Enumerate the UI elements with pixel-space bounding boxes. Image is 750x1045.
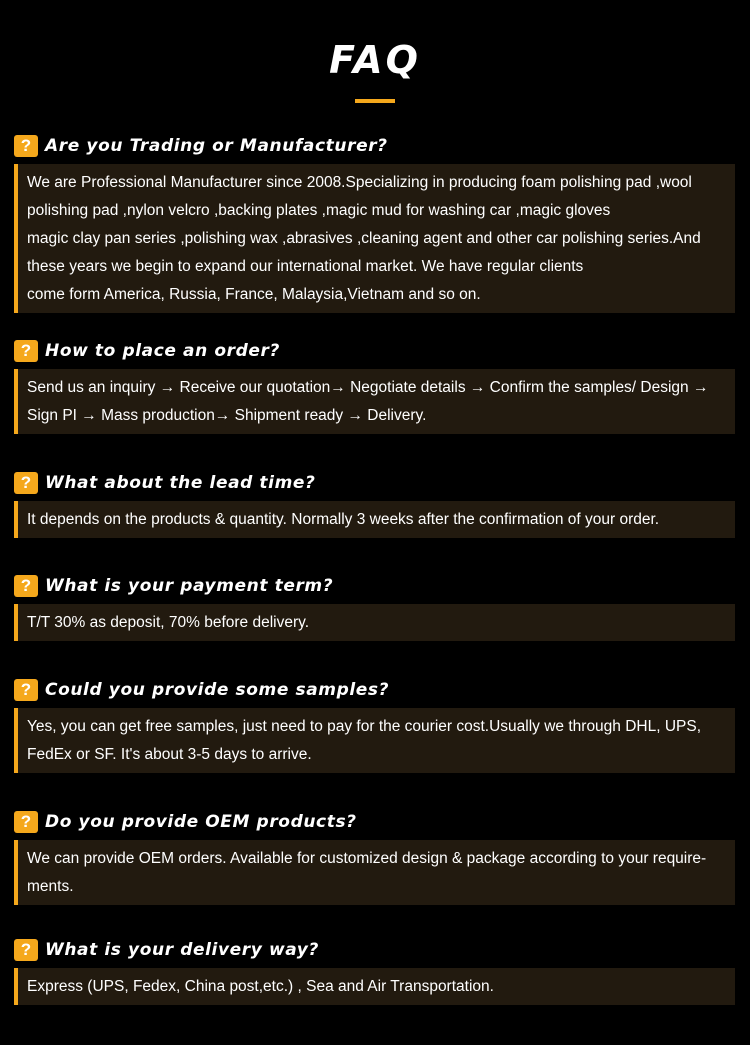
question-mark-icon: ? [14, 472, 38, 494]
faq-item-lead-time [14, 471, 735, 538]
faq-answer-line: ments. [27, 878, 74, 895]
faq-question-row [14, 471, 735, 495]
faq-question: How to place an order? [45, 341, 280, 361]
faq-answer-line: We can provide OEM orders. Available for customized design & package according to your require- [27, 850, 707, 867]
faq-item-trading-or-manufacturer [14, 134, 735, 313]
faq-question-row [14, 810, 735, 834]
question-mark-icon: ? [14, 939, 38, 961]
faq-answer [14, 968, 735, 1005]
faq-question-row [14, 938, 735, 962]
question-mark-icon: ? [14, 679, 38, 701]
faq-answer-line: FedEx or SF. It's about 3-5 days to arrive. [27, 746, 312, 763]
faq-answer [14, 604, 735, 641]
faq-item-delivery-way [14, 938, 735, 1005]
faq-answer-line: come form America, Russia, France, Malaysia,Vietnam and so on. [27, 286, 481, 303]
faq-question: Do you provide OEM products? [45, 812, 357, 832]
faq-answer [14, 840, 735, 905]
faq-question-row [14, 678, 735, 702]
faq-question: What about the lead time? [45, 473, 316, 493]
faq-question: Are you Trading or Manufacturer? [45, 136, 388, 156]
title-underline [355, 99, 395, 103]
faq-item-payment-term [14, 574, 735, 641]
faq-answer-line: Express (UPS, Fedex, China post,etc.) , Sea and Air Transportation. [27, 978, 494, 995]
faq-answer-line: T/T 30% as deposit, 70% before delivery. [27, 614, 310, 631]
faq-question-row [14, 574, 735, 598]
faq-answer-line: Sign PI → Mass production→ Shipment ready → Delivery. [27, 407, 427, 424]
question-mark-icon: ? [14, 135, 38, 157]
faq-item-samples [14, 678, 735, 773]
faq-answer-line: It depends on the products & quantity. Normally 3 weeks after the confirmation of your order. [27, 511, 660, 528]
question-mark-icon: ? [14, 340, 38, 362]
faq-item-oem-products [14, 810, 735, 905]
faq-answer-line: Yes, you can get free samples, just need to pay for the courier cost.Usually we through DHL, UPS, [27, 718, 702, 735]
question-mark-icon: ? [14, 811, 38, 833]
faq-answer [14, 501, 735, 538]
faq-answer-line: Send us an inquiry → Receive our quotation→ Negotiate details → Confirm the samples/ Design → [27, 379, 709, 396]
question-mark-icon: ? [14, 575, 38, 597]
faq-question-row [14, 134, 735, 158]
faq-answer [14, 708, 735, 773]
faq-answer-line: polishing pad ,nylon velcro ,backing plates ,magic mud for washing car ,magic gloves [27, 202, 611, 219]
faq-answer-line: these years we begin to expand our international market. We have regular clients [27, 258, 584, 275]
faq-question: What is your delivery way? [45, 940, 319, 960]
faq-answer [14, 369, 735, 434]
page-title: FAQ [329, 38, 421, 82]
faq-question-row [14, 339, 735, 363]
faq-answer-line: We are Professional Manufacturer since 2008.Specializing in producing foam polishing pad ,wool [27, 174, 692, 191]
faq-answer [14, 164, 735, 313]
faq-item-place-order [14, 339, 735, 434]
faq-answer-line: magic clay pan series ,polishing wax ,abrasives ,cleaning agent and other car polishing series.And [27, 230, 701, 247]
faq-question: What is your payment term? [45, 576, 334, 596]
faq-question: Could you provide some samples? [45, 680, 390, 700]
